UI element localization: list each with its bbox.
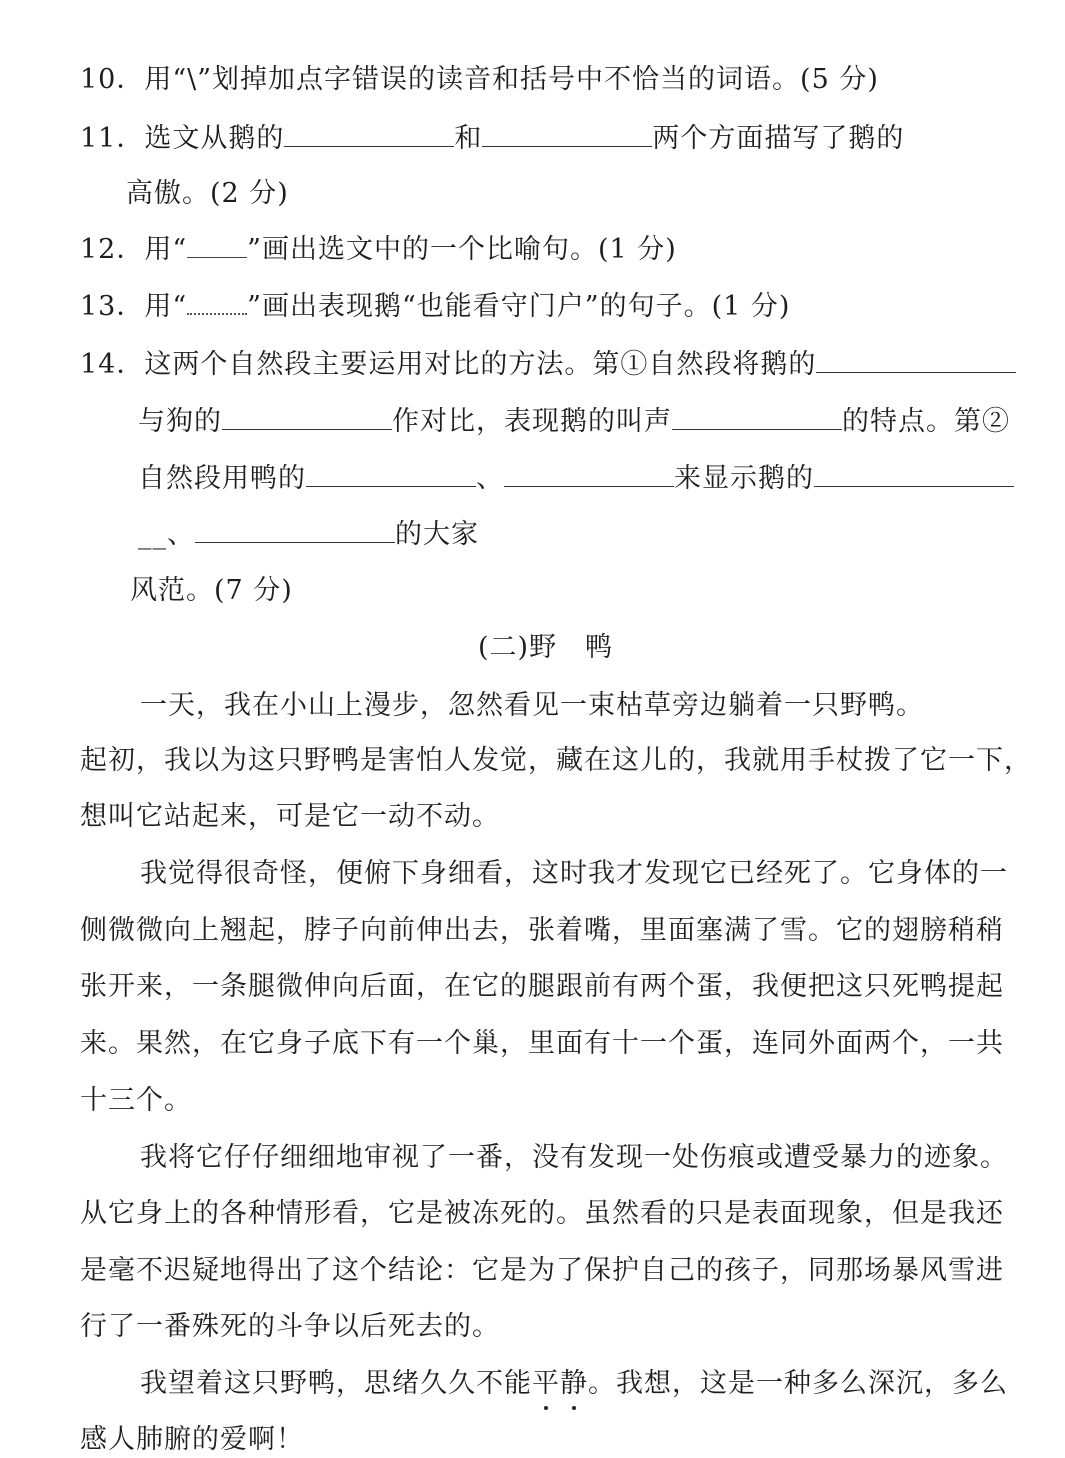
passage-line (80, 969, 1004, 1005)
question-13-text-b: ”画出表现鹅“也能看守门户”的句子。(1 分) (247, 291, 791, 322)
passage-line (140, 856, 1008, 892)
passage-line (80, 1083, 192, 1119)
passage-text: 感人肺腑的爱啊！ (80, 1424, 304, 1455)
question-14-text-f: 、 (476, 463, 504, 494)
question-13-text-a: 13．用“ (80, 291, 188, 322)
question-11-text-d: 高傲。(2 分) (126, 178, 289, 209)
passage-line (80, 1253, 1004, 1289)
question-14-text-a: 14．这两个自然段主要运用对比的方法。第①自然段将鹅的 (80, 349, 817, 380)
question-14-text-e: 自然段用鸭的 (138, 463, 306, 494)
passage-line (140, 1140, 1008, 1176)
passage-text: 起初，我以为这只野鸭是害怕人发觉，藏在这儿的，我就用手杖拨了它一下， (80, 745, 1032, 776)
question-14-text-b: 与狗的 (138, 406, 222, 437)
question-11-cont (126, 176, 289, 212)
question-14-line-3 (138, 460, 1014, 497)
passage-text: 十三个。 (80, 1085, 192, 1116)
question-14-text-g: 来显示鹅的 (674, 463, 814, 494)
question-11-text-b: 和 (454, 123, 483, 154)
passage-text: 一天，我在小山上漫步，忽然看见一束枯草旁边躺着一只野鸭。 (140, 690, 924, 721)
question-14-line-5 (130, 573, 293, 609)
section-title-text: (二)野 鸭 (478, 632, 614, 663)
passage-text: 我觉得很奇怪，便俯下身细看，这时我才发现它已经死了。它身体的一 (140, 858, 1008, 889)
fill-blank[interactable] (672, 403, 842, 430)
fill-blank[interactable] (222, 403, 392, 430)
passage-line (140, 1366, 1008, 1402)
question-11-text-a: 11．选文从鹅的 (80, 123, 285, 154)
passage-line (80, 799, 500, 835)
passage-text: 行了一番殊死的斗争以后死去的。 (80, 1311, 500, 1342)
fill-blank[interactable] (814, 460, 1014, 487)
dotted-char: 静 (560, 1366, 588, 1402)
passage-line (140, 688, 924, 724)
question-13 (80, 289, 790, 325)
question-10 (80, 62, 879, 98)
passage-line (80, 1026, 1004, 1062)
passage-text: 是毫不迟疑地得出了这个结论：它是为了保护自己的孩子，同那场暴风雪进 (80, 1255, 1004, 1286)
question-12-text-a: 12．用“ (80, 234, 188, 265)
passage-line (80, 1196, 1004, 1232)
passage-text: 来。果然，在它身子底下有一个巢，里面有十一个蛋，连同外面两个，一共 (80, 1028, 1004, 1059)
section-title (478, 630, 613, 666)
fill-blank[interactable] (482, 120, 652, 147)
question-12-text-b: ”画出选文中的一个比喻句。(1 分) (247, 234, 677, 265)
passage-line (80, 913, 1004, 949)
question-14-text-c: 作对比，表现鹅的叫声 (392, 406, 672, 437)
fill-blank[interactable] (306, 460, 476, 487)
fill-blank[interactable] (195, 516, 395, 543)
question-11 (80, 120, 904, 157)
passage-text: 想叫它站起来，可是它一动不动。 (80, 801, 500, 832)
passage-text: 我将它仔仔细细地审视了一番，没有发现一处伤痕或遭受暴力的迹象。 (140, 1142, 1008, 1173)
question-14-line-2 (138, 403, 1010, 440)
question-14-text-h: __、 (138, 519, 195, 550)
passage-line (80, 1422, 304, 1458)
passage-line (80, 743, 1032, 779)
straight-underline-sample (187, 235, 247, 258)
wavy-underline-sample (187, 291, 247, 315)
passage-text: 从它身上的各种情形看，它是被冻死的。虽然看的只是表面现象，但是我还 (80, 1198, 1004, 1229)
question-10-text: 10．用“\”划掉加点字错误的读音和括号中不恰当的词语。(5 分) (80, 64, 879, 95)
fill-blank[interactable] (284, 120, 454, 147)
fill-blank[interactable] (816, 346, 1016, 373)
question-14 (80, 346, 1016, 383)
passage-text: 我望着这只野鸭，思绪久久不能 (140, 1368, 532, 1399)
dotted-char: 平 (532, 1366, 560, 1402)
fill-blank[interactable] (504, 460, 674, 487)
passage-line (80, 1309, 500, 1345)
question-14-line-4 (138, 516, 479, 553)
question-14-text-i: 的大家 (395, 519, 479, 550)
question-11-text-c: 两个方面描写了鹅的 (652, 123, 905, 154)
question-14-text-j: 风范。(7 分) (130, 575, 293, 606)
question-14-text-d: 的特点。第② (842, 406, 1010, 437)
passage-text: 侧微微向上翘起，脖子向前伸出去，张着嘴，里面塞满了雪。它的翅膀稍稍 (80, 915, 1004, 946)
passage-text: 张开来，一条腿微伸向后面，在它的腿跟前有两个蛋，我便把这只死鸭提起 (80, 971, 1004, 1002)
passage-text: 。我想，这是一种多么深沉，多么 (588, 1368, 1008, 1399)
question-12 (80, 232, 677, 268)
